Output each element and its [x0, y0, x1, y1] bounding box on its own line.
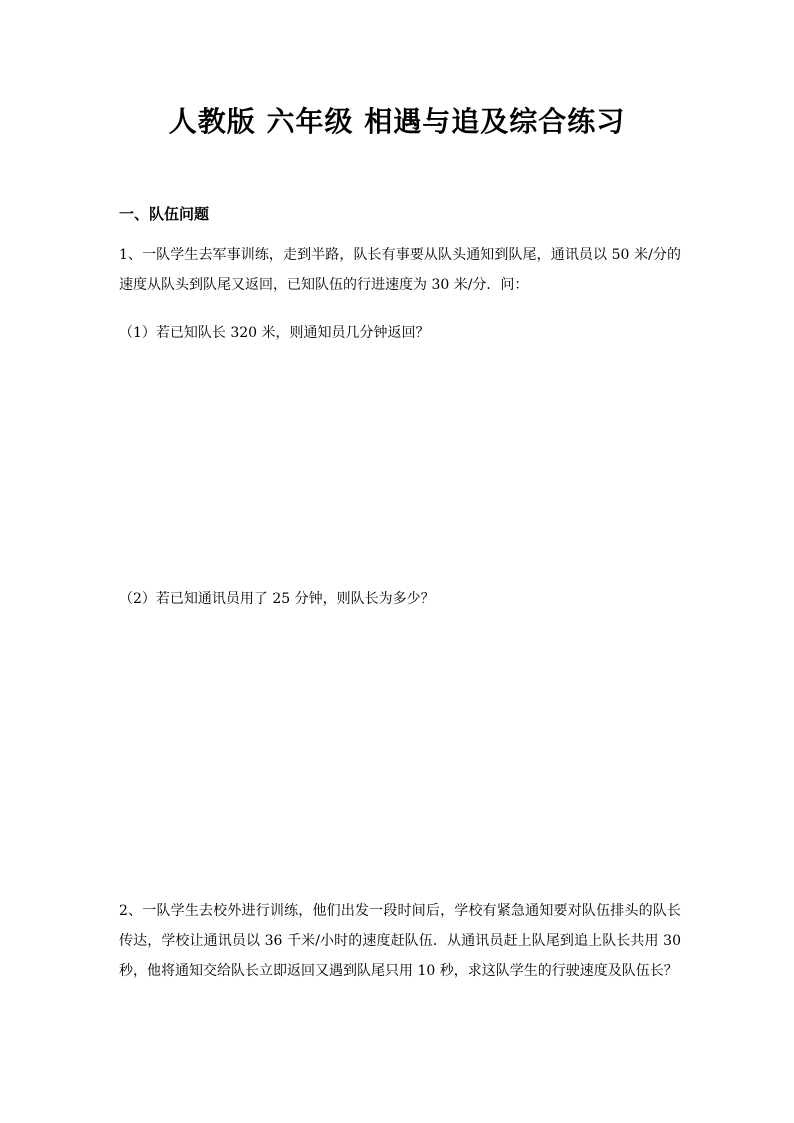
question-1-text: 1、一队学生去军事训练，走到半路，队长有事要从队头通知到队尾，通讯员以 50 米/分的速度从队头到队尾又返回，已知队伍的行进速度为 30 米/分．问：	[119, 247, 681, 293]
question-1-subquestion-1: （1）若已知队长 320 米，则通知员几分钟返回？	[119, 325, 430, 341]
question-1-subquestion-2: （2）若已知通讯员用了 25 分钟，则队长为多少？	[119, 591, 435, 607]
document-title: 人教版 六年级 相遇与追及综合练习	[168, 105, 626, 138]
question-2-text: 2、一队学生去校外进行训练，他们出发一段时间后，学校有紧急通知要对队伍排头的队长传达，学校让通讯员以 36 千米/小时的速度赶队伍．从通讯员赶上队尾到追上队长共用 30 秒，他将通知交给队长立即返回又遇到队尾只用 10 秒，求这队学生的行驶速度及队伍长？	[119, 903, 681, 979]
section-heading: 一、队伍问题	[119, 205, 210, 223]
